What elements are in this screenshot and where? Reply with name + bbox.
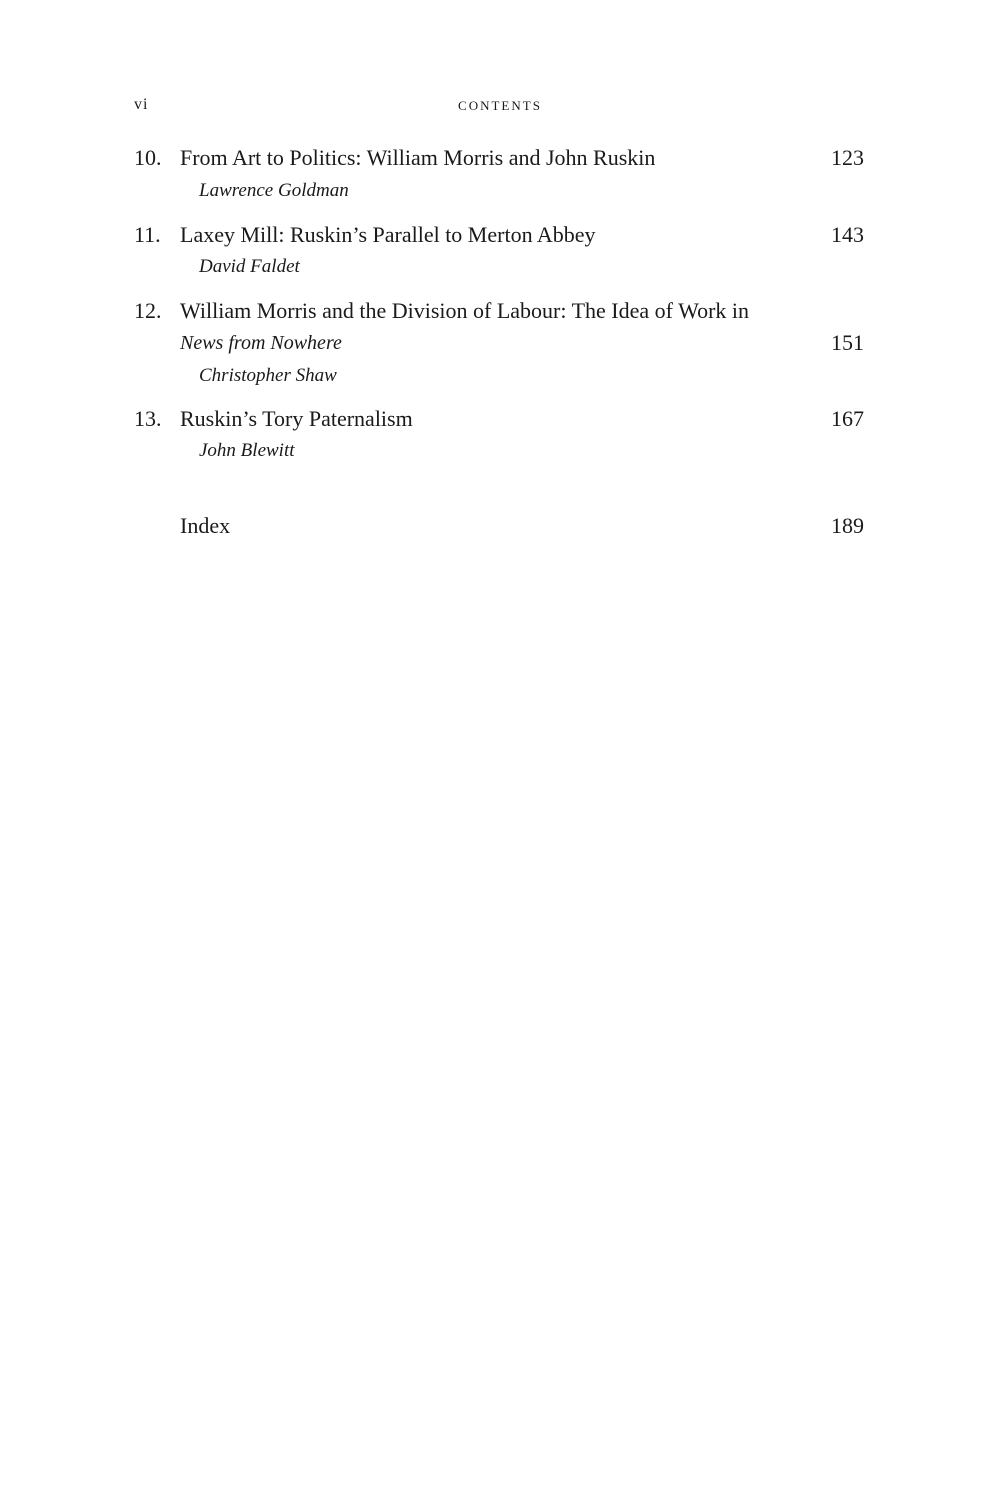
chapter-number: 11.: [134, 222, 161, 247]
chapter-number: 12.: [134, 298, 162, 323]
running-title: CONTENTS: [458, 98, 542, 113]
chapter-page: 143: [831, 222, 864, 247]
chapter-author: Christopher Shaw: [199, 365, 337, 386]
index-page: 189: [831, 513, 864, 538]
chapter-title: William Morris and the Division of Labour: The Idea of Work in: [180, 298, 750, 323]
page-folio: vi: [134, 96, 149, 113]
index-label: Index: [180, 513, 231, 538]
chapter-author: John Blewitt: [199, 440, 295, 461]
chapter-page: 167: [831, 406, 864, 431]
chapter-number: 13.: [134, 406, 162, 431]
chapter-author: David Faldet: [199, 256, 300, 277]
chapter-title: Ruskin’s Tory Paternalism: [180, 406, 413, 431]
chapter-title: From Art to Politics: William Morris and John Ruskin: [180, 145, 656, 170]
chapter-number: 10.: [134, 145, 162, 170]
chapter-page: 151: [831, 330, 864, 355]
chapter-title: Laxey Mill: Ruskin’s Parallel to Merton Abbey: [180, 222, 596, 247]
chapter-author: Lawrence Goldman: [199, 180, 349, 201]
chapter-page: 123: [831, 145, 864, 170]
chapter-title-continuation: News from Nowhere: [180, 332, 342, 354]
